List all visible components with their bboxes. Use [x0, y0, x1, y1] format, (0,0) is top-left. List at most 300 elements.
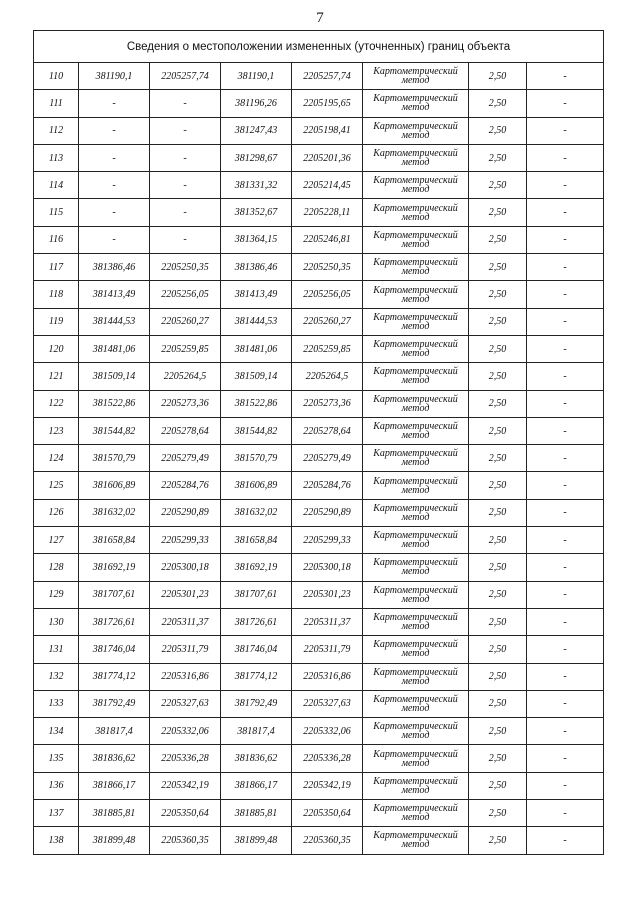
point-number-cell: 117: [34, 254, 79, 281]
old-x-cell: -: [79, 144, 150, 171]
table-row: [34, 527, 604, 554]
description-cell: -: [527, 554, 604, 581]
old-y-cell: 2205259,85: [150, 335, 221, 362]
accuracy-cell: 2,50: [469, 90, 527, 117]
table-title: Сведения о местоположении измененных (уточненных) границ объекта: [34, 31, 604, 63]
description-cell: -: [527, 499, 604, 526]
table-row: [34, 499, 604, 526]
point-number-cell: 130: [34, 608, 79, 635]
method-cell: [363, 718, 469, 745]
table-row: [34, 772, 604, 799]
description-cell: -: [527, 827, 604, 854]
point-number-cell: 119: [34, 308, 79, 335]
new-y-cell: 2205284,76: [292, 472, 363, 499]
accuracy-cell: 2,50: [469, 199, 527, 226]
old-x-cell: 381544,82: [79, 417, 150, 444]
new-y-cell: 2205290,89: [292, 499, 363, 526]
table-row: [34, 554, 604, 581]
method-cell: [363, 800, 469, 827]
method-cell: [363, 772, 469, 799]
old-y-cell: 2205360,35: [150, 827, 221, 854]
description-cell: -: [527, 335, 604, 362]
description-cell: -: [527, 636, 604, 663]
method-line-2: метод: [401, 75, 430, 87]
point-number-cell: 124: [34, 445, 79, 472]
old-x-cell: 381792,49: [79, 690, 150, 717]
old-y-cell: 2205279,49: [150, 445, 221, 472]
new-y-cell: 2205327,63: [292, 690, 363, 717]
old-x-cell: 381444,53: [79, 308, 150, 335]
table-row: [34, 581, 604, 608]
new-y-cell: 2205278,64: [292, 417, 363, 444]
new-y-cell: 2205311,79: [292, 636, 363, 663]
new-y-cell: 2205279,49: [292, 445, 363, 472]
method-line-2: метод: [401, 211, 430, 223]
table-row: [34, 281, 604, 308]
method-line-2: метод: [401, 402, 430, 414]
new-x-cell: 381774,12: [221, 663, 292, 690]
table-body: [34, 63, 604, 855]
old-x-cell: 381658,84: [79, 527, 150, 554]
table-row: [34, 63, 604, 90]
method-line-2: метод: [401, 730, 430, 742]
method-cell: [363, 335, 469, 362]
method-line-1: Картометрический: [373, 803, 458, 815]
new-y-cell: 2205316,86: [292, 663, 363, 690]
method-line-1: Картометрический: [373, 202, 458, 214]
description-cell: -: [527, 718, 604, 745]
method-cell: [363, 308, 469, 335]
new-x-cell: 381331,32: [221, 172, 292, 199]
description-cell: -: [527, 281, 604, 308]
method-line-2: метод: [401, 430, 430, 441]
method-line-1: Картометрический: [373, 120, 458, 132]
method-line-1: Картометрический: [373, 229, 458, 241]
accuracy-cell: 2,50: [469, 417, 527, 444]
old-x-cell: 381707,61: [79, 581, 150, 608]
description-cell: -: [527, 363, 604, 390]
new-x-cell: 381386,46: [221, 254, 292, 281]
table-row: [34, 172, 604, 199]
old-y-cell: -: [150, 199, 221, 226]
old-y-cell: 2205342,19: [150, 772, 221, 799]
description-cell: -: [527, 772, 604, 799]
accuracy-cell: 2,50: [469, 117, 527, 144]
point-number-cell: 112: [34, 117, 79, 144]
table-row: [34, 117, 604, 144]
new-x-cell: 381632,02: [221, 499, 292, 526]
new-y-cell: 2205299,33: [292, 527, 363, 554]
new-y-cell: 2205214,45: [292, 172, 363, 199]
old-y-cell: 2205257,74: [150, 63, 221, 90]
point-number-cell: 110: [34, 63, 79, 90]
new-x-cell: 381190,1: [221, 63, 292, 90]
old-x-cell: 381866,17: [79, 772, 150, 799]
new-y-cell: 2205228,11: [292, 199, 363, 226]
method-line-1: Картометрический: [373, 557, 458, 569]
old-x-cell: 381481,06: [79, 335, 150, 362]
point-number-cell: 137: [34, 800, 79, 827]
table-row: [34, 390, 604, 417]
new-x-cell: 381836,62: [221, 745, 292, 772]
method-line-2: метод: [401, 784, 430, 796]
accuracy-cell: 2,50: [469, 335, 527, 362]
old-x-cell: 381632,02: [79, 499, 150, 526]
old-y-cell: 2205264,5: [150, 363, 221, 390]
old-y-cell: -: [150, 117, 221, 144]
method-line-1: Картометрический: [373, 311, 458, 323]
old-y-cell: 2205350,64: [150, 800, 221, 827]
new-y-cell: 2205250,35: [292, 254, 363, 281]
table-row: [34, 472, 604, 499]
method-line-2: метод: [401, 702, 430, 714]
table-row: [34, 827, 604, 854]
old-y-cell: 2205250,35: [150, 254, 221, 281]
new-x-cell: 381544,82: [221, 417, 292, 444]
method-cell: [363, 745, 469, 772]
accuracy-cell: 2,50: [469, 390, 527, 417]
point-number-cell: 111: [34, 90, 79, 117]
old-x-cell: 381885,81: [79, 800, 150, 827]
new-x-cell: 381247,43: [221, 117, 292, 144]
old-y-cell: 2205256,05: [150, 281, 221, 308]
method-cell: [363, 690, 469, 717]
new-x-cell: 381481,06: [221, 335, 292, 362]
old-x-cell: 381746,04: [79, 636, 150, 663]
method-cell: [363, 363, 469, 390]
method-line-2: метод: [401, 511, 430, 523]
method-line-2: метод: [401, 812, 430, 824]
method-line-2: метод: [401, 457, 430, 469]
old-y-cell: 2205301,23: [150, 581, 221, 608]
method-line-1: Картометрический: [373, 339, 458, 351]
method-line-2: метод: [401, 157, 430, 169]
accuracy-cell: 2,50: [469, 745, 527, 772]
point-number-cell: 116: [34, 226, 79, 253]
new-x-cell: 381413,49: [221, 281, 292, 308]
point-number-cell: 121: [34, 363, 79, 390]
method-line-2: метод: [401, 648, 430, 660]
method-line-1: Картометрический: [373, 284, 458, 296]
table-row: [34, 608, 604, 635]
new-y-cell: 2205256,05: [292, 281, 363, 308]
method-cell: [363, 254, 469, 281]
new-x-cell: 381364,15: [221, 226, 292, 253]
old-y-cell: 2205290,89: [150, 499, 221, 526]
new-y-cell: 2205342,19: [292, 772, 363, 799]
old-y-cell: -: [150, 144, 221, 171]
table-row: [34, 690, 604, 717]
accuracy-cell: 2,50: [469, 226, 527, 253]
table-row: [34, 308, 604, 335]
method-line-1: Картометрический: [373, 175, 458, 187]
description-cell: -: [527, 254, 604, 281]
method-cell: [363, 199, 469, 226]
accuracy-cell: 2,50: [469, 554, 527, 581]
description-cell: -: [527, 199, 604, 226]
method-cell: [363, 117, 469, 144]
table-row: [34, 363, 604, 390]
accuracy-cell: 2,50: [469, 308, 527, 335]
new-y-cell: 2205300,18: [292, 554, 363, 581]
new-x-cell: 381509,14: [221, 363, 292, 390]
new-y-cell: 2205350,64: [292, 800, 363, 827]
method-cell: [363, 445, 469, 472]
description-cell: -: [527, 690, 604, 717]
table-row: [34, 199, 604, 226]
new-x-cell: 381692,19: [221, 554, 292, 581]
new-x-cell: 381885,81: [221, 800, 292, 827]
new-x-cell: 381606,89: [221, 472, 292, 499]
new-x-cell: 381866,17: [221, 772, 292, 799]
new-y-cell: 2205198,41: [292, 117, 363, 144]
new-y-cell: 2205264,5: [292, 363, 363, 390]
old-y-cell: -: [150, 226, 221, 253]
new-x-cell: 381570,79: [221, 445, 292, 472]
table-row: [34, 254, 604, 281]
method-line-1: Картометрический: [373, 366, 458, 378]
new-x-cell: 381522,86: [221, 390, 292, 417]
method-line-2: метод: [401, 539, 430, 551]
accuracy-cell: 2,50: [469, 144, 527, 171]
accuracy-cell: 2,50: [469, 663, 527, 690]
point-number-cell: 135: [34, 745, 79, 772]
method-line-2: метод: [401, 484, 430, 496]
table-row: [34, 636, 604, 663]
description-cell: -: [527, 63, 604, 90]
table-row: [34, 417, 604, 444]
new-y-cell: 2205360,35: [292, 827, 363, 854]
table-row: [34, 335, 604, 362]
new-x-cell: 381817,4: [221, 718, 292, 745]
method-line-2: метод: [401, 266, 430, 278]
new-x-cell: 381792,49: [221, 690, 292, 717]
old-y-cell: 2205311,37: [150, 608, 221, 635]
old-x-cell: 381509,14: [79, 363, 150, 390]
new-y-cell: 2205311,37: [292, 608, 363, 635]
old-x-cell: 381570,79: [79, 445, 150, 472]
new-y-cell: 2205246,81: [292, 226, 363, 253]
description-cell: -: [527, 445, 604, 472]
new-y-cell: 2205259,85: [292, 335, 363, 362]
old-x-cell: 381606,89: [79, 472, 150, 499]
old-x-cell: -: [79, 172, 150, 199]
point-number-cell: 129: [34, 581, 79, 608]
old-x-cell: 381899,48: [79, 827, 150, 854]
new-y-cell: 2205260,27: [292, 308, 363, 335]
accuracy-cell: 2,50: [469, 499, 527, 526]
method-line-1: Картометрический: [373, 502, 458, 514]
accuracy-cell: 2,50: [469, 718, 527, 745]
point-number-cell: 131: [34, 636, 79, 663]
accuracy-cell: 2,50: [469, 281, 527, 308]
old-y-cell: -: [150, 172, 221, 199]
method-line-2: метод: [401, 757, 430, 769]
old-y-cell: 2205300,18: [150, 554, 221, 581]
method-line-2: метод: [401, 839, 430, 851]
new-y-cell: 2205201,36: [292, 144, 363, 171]
method-line-2: метод: [401, 593, 430, 605]
point-number-cell: 127: [34, 527, 79, 554]
old-x-cell: 381522,86: [79, 390, 150, 417]
accuracy-cell: 2,50: [469, 636, 527, 663]
description-cell: -: [527, 117, 604, 144]
new-y-cell: 2205332,06: [292, 718, 363, 745]
method-cell: [363, 608, 469, 635]
method-line-2: метод: [401, 348, 430, 360]
old-y-cell: 2205336,28: [150, 745, 221, 772]
method-cell: [363, 636, 469, 663]
new-x-cell: 381196,26: [221, 90, 292, 117]
accuracy-cell: 2,50: [469, 363, 527, 390]
description-cell: -: [527, 226, 604, 253]
method-line-1: Картометрический: [373, 93, 458, 105]
new-x-cell: 381899,48: [221, 827, 292, 854]
point-number-cell: 125: [34, 472, 79, 499]
description-cell: -: [527, 308, 604, 335]
old-y-cell: 2205273,36: [150, 390, 221, 417]
method-line-2: метод: [401, 566, 430, 578]
old-y-cell: 2205299,33: [150, 527, 221, 554]
method-line-1: Картометрический: [373, 748, 458, 760]
old-x-cell: 381774,12: [79, 663, 150, 690]
boundary-coordinates-table: [33, 30, 604, 855]
method-cell: [363, 63, 469, 90]
method-line-2: метод: [401, 293, 430, 305]
point-number-cell: 120: [34, 335, 79, 362]
old-y-cell: 2205260,27: [150, 308, 221, 335]
old-y-cell: 2205284,76: [150, 472, 221, 499]
new-y-cell: 2205195,65: [292, 90, 363, 117]
description-cell: -: [527, 745, 604, 772]
method-line-1: Картометрический: [373, 693, 458, 705]
new-x-cell: 381298,67: [221, 144, 292, 171]
table-row: [34, 800, 604, 827]
point-number-cell: 118: [34, 281, 79, 308]
old-y-cell: -: [150, 90, 221, 117]
method-line-1: Картометрический: [373, 721, 458, 733]
table-row: [34, 226, 604, 253]
method-line-2: метод: [401, 320, 430, 332]
accuracy-cell: 2,50: [469, 800, 527, 827]
method-cell: [363, 581, 469, 608]
table-row: [34, 445, 604, 472]
method-cell: [363, 472, 469, 499]
old-x-cell: 381817,4: [79, 718, 150, 745]
method-cell: [363, 827, 469, 854]
point-number-cell: 132: [34, 663, 79, 690]
accuracy-cell: 2,50: [469, 772, 527, 799]
table-row: [34, 144, 604, 171]
table-row: [34, 663, 604, 690]
method-line-2: метод: [401, 621, 430, 633]
point-number-cell: 126: [34, 499, 79, 526]
method-line-1: Картометрический: [373, 148, 458, 160]
description-cell: -: [527, 172, 604, 199]
old-x-cell: 381836,62: [79, 745, 150, 772]
method-cell: [363, 172, 469, 199]
new-x-cell: 381726,61: [221, 608, 292, 635]
old-y-cell: 2205278,64: [150, 417, 221, 444]
new-y-cell: 2205257,74: [292, 63, 363, 90]
old-y-cell: 2205316,86: [150, 663, 221, 690]
description-cell: -: [527, 472, 604, 499]
description-cell: -: [527, 663, 604, 690]
method-line-1: Картометрический: [373, 584, 458, 596]
old-y-cell: 2205311,79: [150, 636, 221, 663]
table-row: [34, 90, 604, 117]
method-line-1: Картометрический: [373, 421, 458, 432]
method-cell: [363, 663, 469, 690]
accuracy-cell: 2,50: [469, 254, 527, 281]
old-x-cell: 381190,1: [79, 63, 150, 90]
accuracy-cell: 2,50: [469, 581, 527, 608]
accuracy-cell: 2,50: [469, 527, 527, 554]
point-number-cell: 123: [34, 417, 79, 444]
new-x-cell: 381658,84: [221, 527, 292, 554]
old-x-cell: 381726,61: [79, 608, 150, 635]
method-cell: [363, 90, 469, 117]
method-line-2: метод: [401, 675, 430, 687]
method-cell: [363, 390, 469, 417]
point-number-cell: 133: [34, 690, 79, 717]
method-line-1: Картометрический: [373, 830, 458, 842]
description-cell: -: [527, 608, 604, 635]
method-cell: [363, 499, 469, 526]
method-cell: [363, 417, 469, 444]
point-number-cell: 114: [34, 172, 79, 199]
point-number-cell: 115: [34, 199, 79, 226]
old-y-cell: 2205327,63: [150, 690, 221, 717]
method-cell: [363, 144, 469, 171]
method-line-2: метод: [401, 129, 430, 141]
old-x-cell: -: [79, 117, 150, 144]
method-line-1: Картометрический: [373, 257, 458, 269]
accuracy-cell: 2,50: [469, 690, 527, 717]
description-cell: -: [527, 581, 604, 608]
method-line-2: метод: [401, 375, 430, 387]
old-x-cell: -: [79, 199, 150, 226]
old-y-cell: 2205332,06: [150, 718, 221, 745]
method-line-1: Картометрический: [373, 530, 458, 542]
new-x-cell: 381444,53: [221, 308, 292, 335]
page-number: 7: [316, 10, 324, 26]
point-number-cell: 113: [34, 144, 79, 171]
old-x-cell: -: [79, 90, 150, 117]
description-cell: -: [527, 144, 604, 171]
new-x-cell: 381707,61: [221, 581, 292, 608]
method-cell: [363, 527, 469, 554]
method-line-1: Картометрический: [373, 448, 458, 460]
point-number-cell: 128: [34, 554, 79, 581]
point-number-cell: 138: [34, 827, 79, 854]
method-line-1: Картометрический: [373, 775, 458, 787]
new-y-cell: 2205336,28: [292, 745, 363, 772]
method-line-1: Картометрический: [373, 666, 458, 678]
accuracy-cell: 2,50: [469, 827, 527, 854]
method-cell: [363, 281, 469, 308]
method-cell: [363, 226, 469, 253]
point-number-cell: 122: [34, 390, 79, 417]
description-cell: -: [527, 90, 604, 117]
method-line-1: Картометрический: [373, 393, 458, 405]
new-y-cell: 2205301,23: [292, 581, 363, 608]
accuracy-cell: 2,50: [469, 608, 527, 635]
description-cell: -: [527, 417, 604, 444]
method-cell: [363, 554, 469, 581]
table-row: [34, 745, 604, 772]
method-line-2: метод: [401, 238, 430, 250]
